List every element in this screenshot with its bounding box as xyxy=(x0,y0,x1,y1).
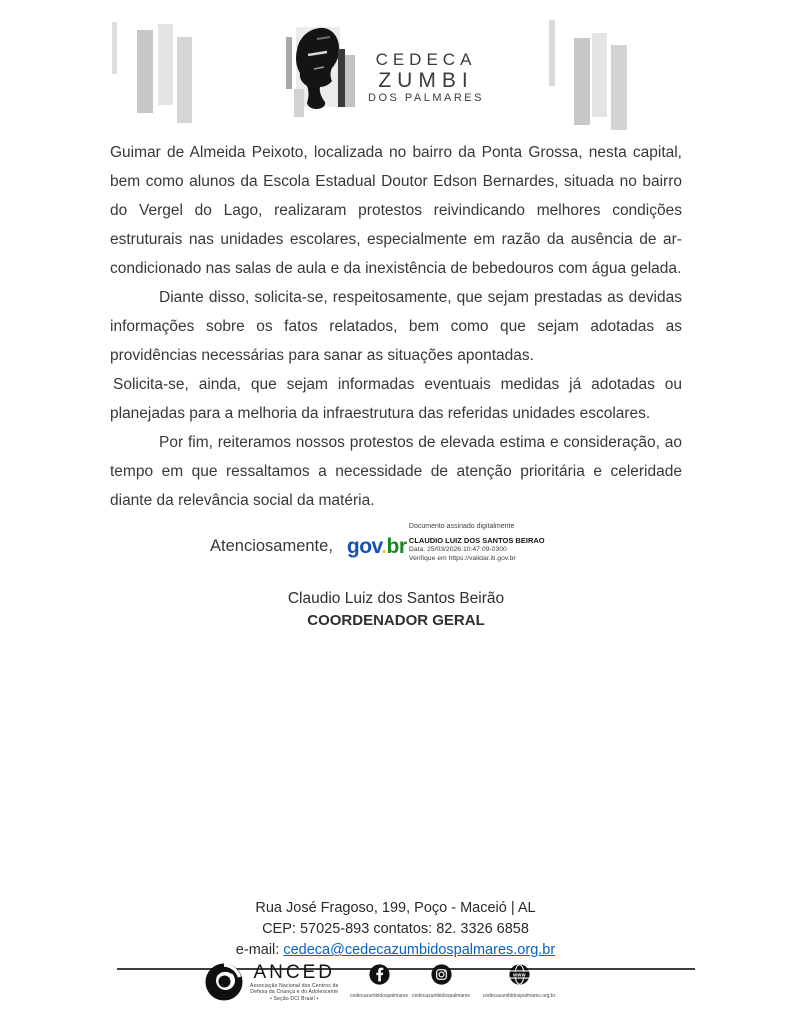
email-label: e-mail: xyxy=(235,942,280,958)
signature-block xyxy=(210,522,682,563)
cedeca-logo xyxy=(286,27,484,126)
footer-address: Rua José Fragoso, 199, Poço - Maceió | AL xyxy=(255,900,536,916)
decorative-bar xyxy=(112,22,117,74)
decorative-bar xyxy=(611,45,627,130)
svg-text:www: www xyxy=(512,972,526,979)
stamp-signer-name: CLAUDIO LUIZ DOS SANTOS BEIRAO xyxy=(408,536,545,545)
logo-line-cedeca: CEDECA xyxy=(375,50,477,69)
letter-body xyxy=(110,138,682,631)
logo-text xyxy=(368,50,484,126)
signer-name: Claudio Luiz dos Santos Beirão xyxy=(287,590,505,607)
govbr-logo-dot: . xyxy=(381,535,387,558)
anced-subtitle: Defesa da Criança e do Adolescente xyxy=(250,989,339,995)
anced-subtitle: Associação Nacional dos Centros de xyxy=(250,983,339,989)
anced-subtitle: • Seção DCI Brasil • xyxy=(270,996,319,1002)
decorative-bar xyxy=(592,33,607,117)
govbr-logo-br: br xyxy=(386,535,407,558)
govbr-signature-stamp xyxy=(347,522,579,563)
body-paragraph: Guimar de Almeida Peixoto, localizada no bairro da Ponta Grossa, nesta capital, bem como alunos da Escola Estadual Doutor Edson Bernardes, situada no bairro do Vergel do Lago, realizaram protestos reivindicando melhores condições estruturais nas unidades escolares, especialmente em razão da ausência de ar-condicionado nas salas de aula e da inexistência de bebedouros com água gelada. xyxy=(110,144,682,277)
closing-salutation: Atenciosamente, xyxy=(210,537,333,555)
body-paragraph: Diante disso, solicita-se, respeitosamente, que sejam prestadas as devidas informações sobre os fatos relatados, bem como que sejam adotadas as providências necessárias para sanar as situações apontadas. xyxy=(110,289,682,364)
logo-line-zumbi: ZUMBI xyxy=(378,69,474,92)
globe-www-icon xyxy=(509,972,530,989)
stamp-date: Data: 25/03/2026 10:47:09-0300 xyxy=(408,546,507,553)
anced-name: ANCED xyxy=(253,962,336,983)
decorative-bar xyxy=(137,30,153,113)
letter-footer xyxy=(0,898,791,1002)
body-paragraph: Solicita-se, ainda, que sejam informadas eventuais medidas já adotadas ou planejadas para a melhoria da infraestrutura das referidas unidades escolares. xyxy=(110,376,682,422)
body-paragraph: Por fim, reiteramos nossos protestos de elevada estima e consideração, ao tempo em que ressaltamos a necessidade de atenção prioritária e celeridade diante da relevância social da matéria. xyxy=(110,434,682,509)
signer-role: COORDENADOR GERAL xyxy=(307,612,485,629)
zumbi-bust-icon xyxy=(286,27,360,126)
decorative-bar xyxy=(574,38,590,125)
anced-text xyxy=(250,962,339,1002)
facebook-icon xyxy=(369,972,390,989)
footer-instagram xyxy=(409,964,473,999)
decorative-bar xyxy=(177,37,192,123)
logo-line-dos-palmares: DOS PALMARES xyxy=(368,92,484,104)
decorative-bar xyxy=(549,20,555,86)
footer-contacts: CEP: 57025-893 contatos: 82. 3326 6858 xyxy=(262,921,529,937)
footer-website xyxy=(477,964,561,999)
anced-swirl-icon xyxy=(204,962,244,1007)
govbr-logo xyxy=(347,535,407,559)
footer-email-line xyxy=(0,940,791,961)
signer-identity xyxy=(110,589,682,631)
stamp-header: Documento assinado digitalmente xyxy=(408,523,515,530)
stamp-verify-url: Verifique em https://validar.iti.gov.br xyxy=(408,555,516,562)
decorative-bar xyxy=(158,24,173,105)
instagram-handle: cedecazumbidospalmares xyxy=(411,993,471,999)
website-url: cedecazumbidospalmares.org.br xyxy=(482,993,556,999)
email-link[interactable]: cedeca@cedecazumbidospalmares.org.br xyxy=(283,942,556,958)
instagram-icon xyxy=(431,972,452,989)
anced-logo xyxy=(204,962,339,1007)
govbr-logo-gov: gov xyxy=(346,535,382,558)
footer-facebook xyxy=(347,964,411,999)
facebook-handle: cedecazumbidospalmares xyxy=(349,993,409,999)
